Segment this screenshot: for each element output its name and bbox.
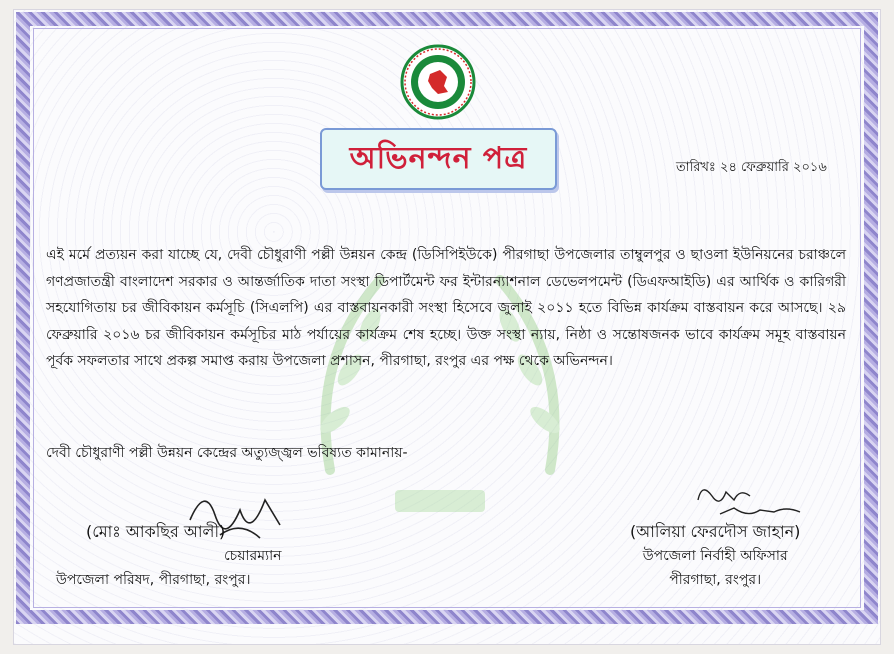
certificate-title: অভিনন্দন পত্র bbox=[349, 140, 528, 176]
right-signatory-role: উপজেলা নির্বাহী অফিসার bbox=[642, 548, 788, 564]
government-seal-icon bbox=[400, 44, 476, 120]
date-line: তারিখঃ ২৪ ফেব্রুয়ারি ২০১৬ bbox=[676, 160, 827, 175]
title-banner bbox=[320, 128, 557, 190]
right-signatory-office: পীরগাছা, রংপুর। bbox=[669, 572, 762, 588]
right-signatory-name: (আলিয়া ফেরদৌস জাহান) bbox=[630, 522, 801, 541]
left-signatory bbox=[56, 520, 282, 592]
left-signatory-name: (মোঃ আকছির আলী) bbox=[86, 522, 226, 541]
left-signatory-role: চেয়ারম্যান bbox=[224, 548, 282, 564]
right-signature-icon bbox=[690, 478, 810, 526]
wish-line: দেবী চৌধুরাণী পল্লী উন্নয়ন কেন্দ্রের অত্যুজ্জ্বল ভবিষ্যত কামানায়- bbox=[46, 445, 408, 461]
certificate-body: এই মর্মে প্রত্যয়ন করা যাচ্ছে যে, দেবী চৌধুরাণী পল্লী উন্নয়ন কেন্দ্র (ডিসিপিইউকে) পীরগাছা উপজেলার তাম্বুলপুর ও ছাওলা ইউনিয়নের চরাঞ্চলে গণপ্রজাতন্ত্রী বাংলাদেশ সরকার ও আন্তর্জাতিক দাতা সংস্থা ডিপার্টমেন্ট ফর ইন্টারন্যাশনাল ডেভেলপমেন্ট (ডিএফআইডি) এর আর্থিক ও কারিগরী সহযোগিতায় চর জীবিকায়ন কর্মসূচি (সিএলপি) এর বাস্তবায়নকারী সংস্থা হিসেবে জুলাই ২০১১ হতে বিভিন্ন কার্যক্রম বাস্তবায়ন করে আসছে। ২৯ ফেব্রুয়ারি ২০১৬ চর জীবিকায়ন কর্মসূচির মাঠ পর্যায়ের কার্যক্রম শেষ হচ্ছে। উক্ত সংস্থা ন্যায়, নিষ্ঠা ও সন্তোষজনক ভাবে কার্যক্রম সমূহ বাস্তবায়ন পূর্বক সফলতার সাথে প্রকল্প সমাপ্ত করায় উপজেলা প্রশাসন, পীরগাছা, রংপুর এর পক্ষ থেকে অভিনন্দন। bbox=[46, 247, 846, 369]
left-signatory-office: উপজেলা পরিষদ, পীরগাছা, রংপুর। bbox=[56, 572, 251, 588]
right-signatory bbox=[630, 520, 800, 592]
